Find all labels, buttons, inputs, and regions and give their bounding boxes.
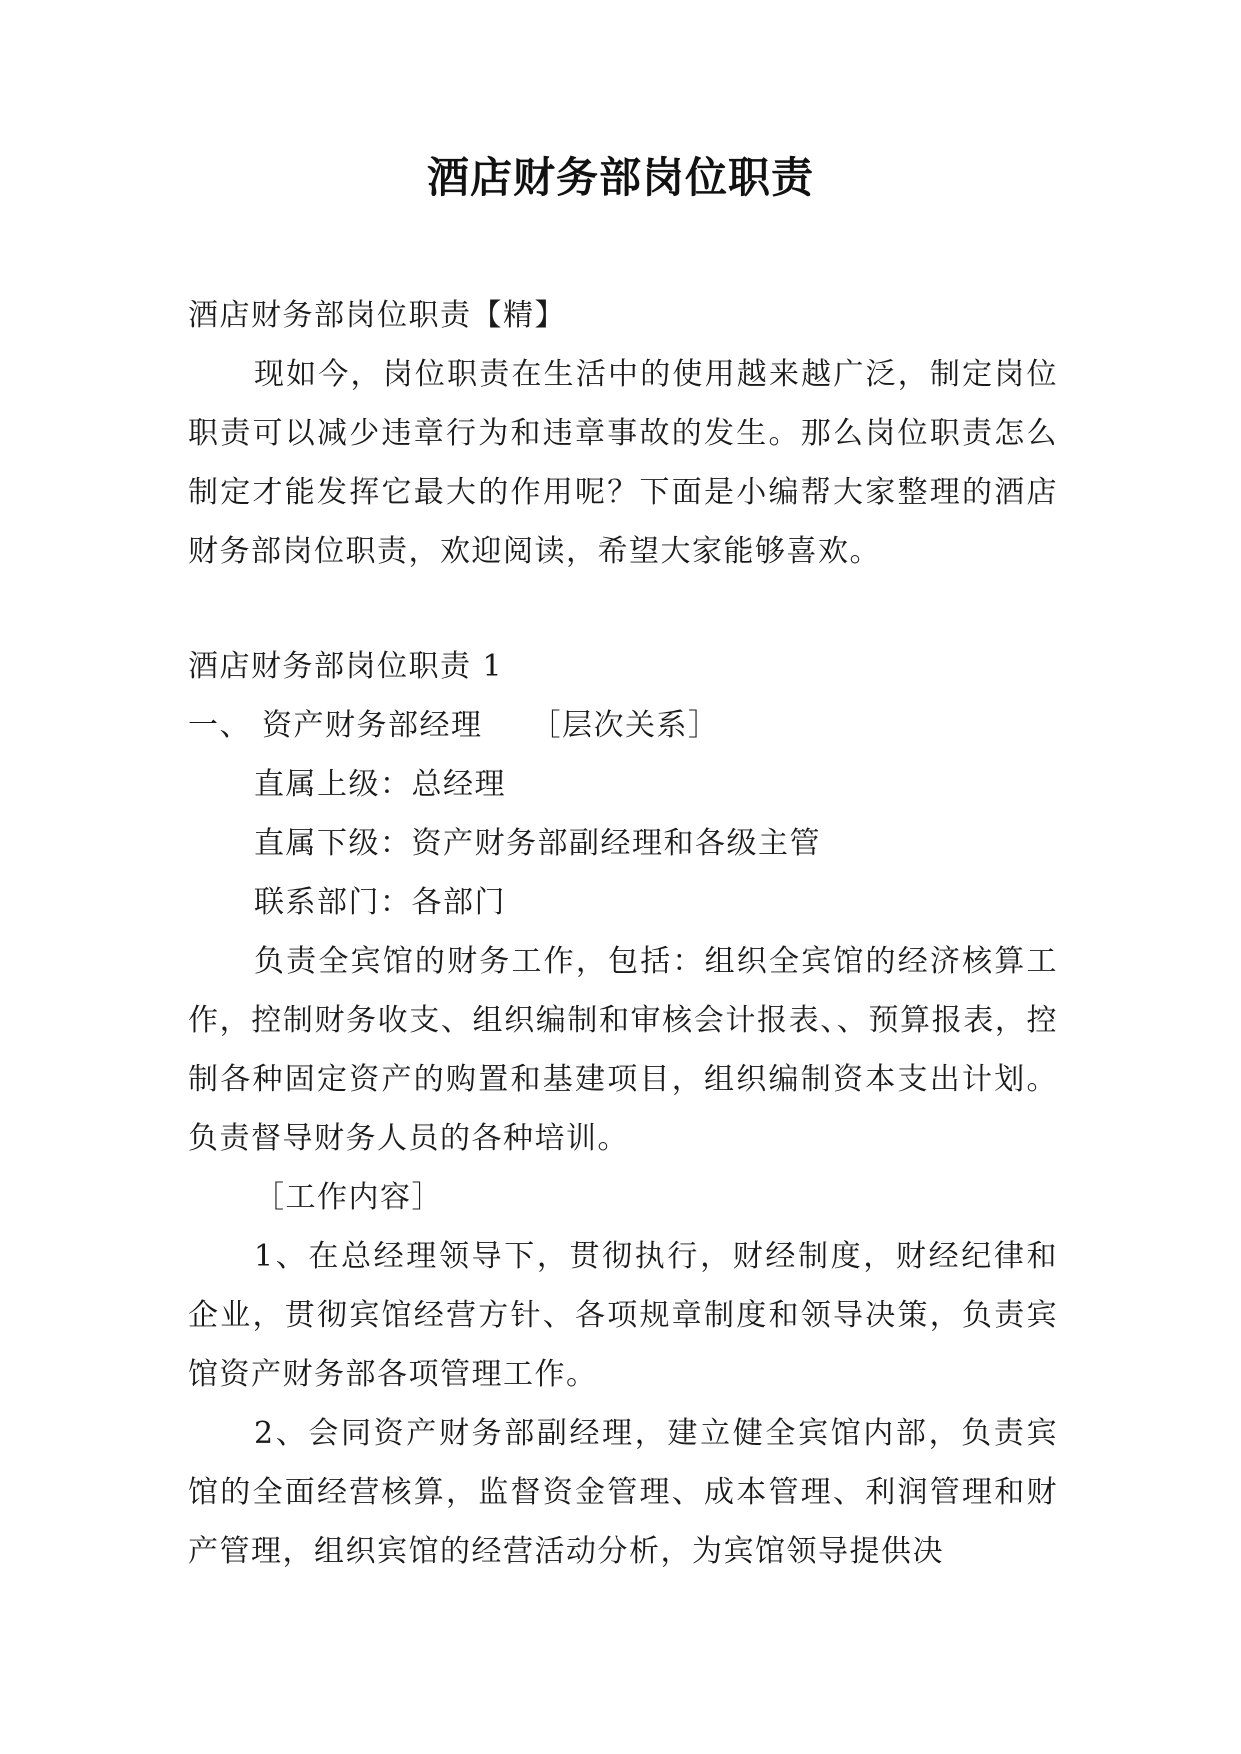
superior-line: 直属上级：总经理 [254, 767, 506, 802]
document-body [188, 286, 1058, 1581]
duty-item-2: 2、会同资产财务部副经理，建立健全宾馆内部，负责宾馆的全面经营核算，监督资金管理、成本管理、利润管理和财产管理，组织宾馆的经营活动分析，为宾馆领导提供决 [188, 1416, 1058, 1569]
document-title: 酒店财务部岗位职责 [426, 153, 814, 202]
contact-line: 联系部门：各部门 [254, 885, 506, 920]
intro-paragraph: 现如今，岗位职责在生活中的使用越来越广泛，制定岗位职责可以减少违章行为和违章事故的发生。那么岗位职责怎么制定才能发挥它最大的作用呢？下面是小编帮大家整理的酒店财务部岗位职责，欢迎阅读，希望大家能够喜欢。 [188, 357, 1058, 569]
work-content-label: ［工作内容］ [254, 1180, 443, 1215]
section-gap [188, 581, 1058, 637]
section-heading: 酒店财务部岗位职责 1 [188, 649, 504, 684]
duty-summary-paragraph: 负责全宾馆的财务工作，包括：组织全宾馆的经济核算工作，控制财务收支、组织编制和审核会计报表、、预算报表，控制各种固定资产的购置和基建项目，组织编制资本支出计划。负责督导财务人员的各种培训。 [188, 944, 1058, 1156]
subordinate-line: 直属下级：资产财务部副经理和各级主管 [254, 826, 821, 861]
role-line: 一、 资产财务部经理 ［层次关系］ [188, 708, 720, 743]
duty-item-1: 1、在总经理领导下，贯彻执行，财经制度，财经纪律和企业，贯彻宾馆经营方针、各项规章制度和领导决策，负责宾馆资产财务部各项管理工作。 [188, 1239, 1058, 1392]
document-subtitle: 酒店财务部岗位职责【精】 [188, 298, 566, 333]
